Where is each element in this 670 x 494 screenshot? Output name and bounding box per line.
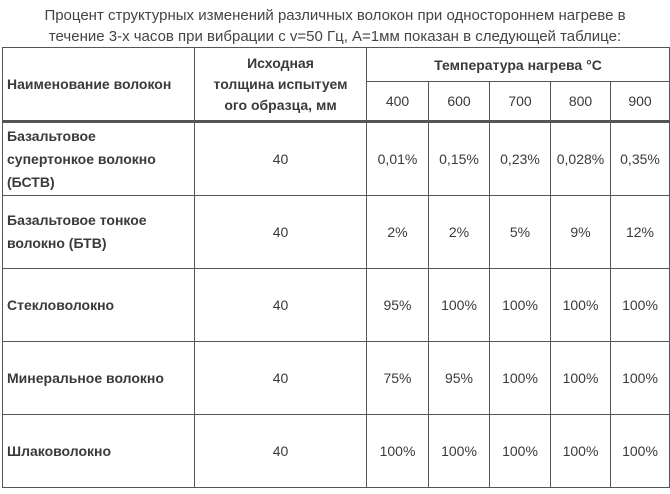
value-cell: 100% [429,415,490,488]
value-cell: 0,35% [611,122,670,196]
value-cell: 0,01% [367,122,429,196]
fiber-name-btv [3,196,195,269]
fiber-name-glass [3,269,195,342]
table-row [3,122,670,196]
header-thickness-line-3: ого образца, мм [224,96,337,113]
thickness-cell: 40 [195,196,367,269]
fiber-name-line: Базальтовое тонкое [7,212,147,228]
fiber-name-line: Базальтовое [7,127,96,144]
value-cell: 100% [429,269,490,342]
value-cell: 100% [611,415,670,488]
fiber-name-line: Шлаковолокно [7,442,112,459]
header-temp-700: 700 [490,82,551,122]
header-thickness-line-1: Исходная [247,54,314,71]
value-cell: 100% [551,342,611,415]
value-cell: 100% [490,415,551,488]
fiber-name-bstv [3,122,195,196]
header-fiber-name: Наименование волокон [3,48,195,122]
header-thickness-line-2: толщина испытуем [213,75,348,92]
fiber-name-line: супертонкое волокно [7,150,156,167]
fiber-name-line: Стекловолокно [7,296,115,313]
table-row [3,269,670,342]
caption-line-1: Процент структурных изменений различных волокон при одностороннем нагреве в [44,7,626,24]
value-cell: 100% [490,342,551,415]
thickness-cell: 40 [195,415,367,488]
value-cell: 100% [611,342,670,415]
table-row [3,196,670,269]
value-cell: 0,23% [490,122,551,196]
header-temp-400: 400 [367,82,429,122]
fiber-name-line: Минеральное волокно [7,369,164,386]
value-cell: 75% [367,342,429,415]
caption-line-2: течение 3-х часов при вибрации с v=50 Гц, А=1мм показан в следующей таблице: [48,28,622,45]
fiber-name-slag [3,415,195,488]
value-cell: 0,028% [551,122,611,196]
thickness-cell: 40 [195,269,367,342]
header-temperature: Температура нагрева °С [367,48,670,82]
fiber-name-mineral [3,342,195,415]
value-cell: 100% [551,269,611,342]
value-cell: 2% [367,196,429,269]
value-cell: 100% [551,415,611,488]
fiber-name-line: (БСТВ) [7,173,55,190]
value-cell: 0,15% [429,122,490,196]
value-cell: 12% [611,196,670,269]
header-temp-900: 900 [611,82,670,122]
table-row [3,342,670,415]
table-caption [0,0,670,47]
thickness-cell: 40 [195,342,367,415]
value-cell: 95% [367,269,429,342]
fiber-structural-changes-table [2,47,670,488]
header-thickness [195,48,367,122]
fiber-name-line: волокно (БТВ) [7,235,107,251]
value-cell: 5% [490,196,551,269]
value-cell: 100% [490,269,551,342]
header-temp-800: 800 [551,82,611,122]
value-cell: 100% [367,415,429,488]
thickness-cell: 40 [195,122,367,196]
table-row [3,415,670,488]
value-cell: 100% [611,269,670,342]
header-temp-600: 600 [429,82,490,122]
value-cell: 9% [551,196,611,269]
value-cell: 2% [429,196,490,269]
value-cell: 95% [429,342,490,415]
